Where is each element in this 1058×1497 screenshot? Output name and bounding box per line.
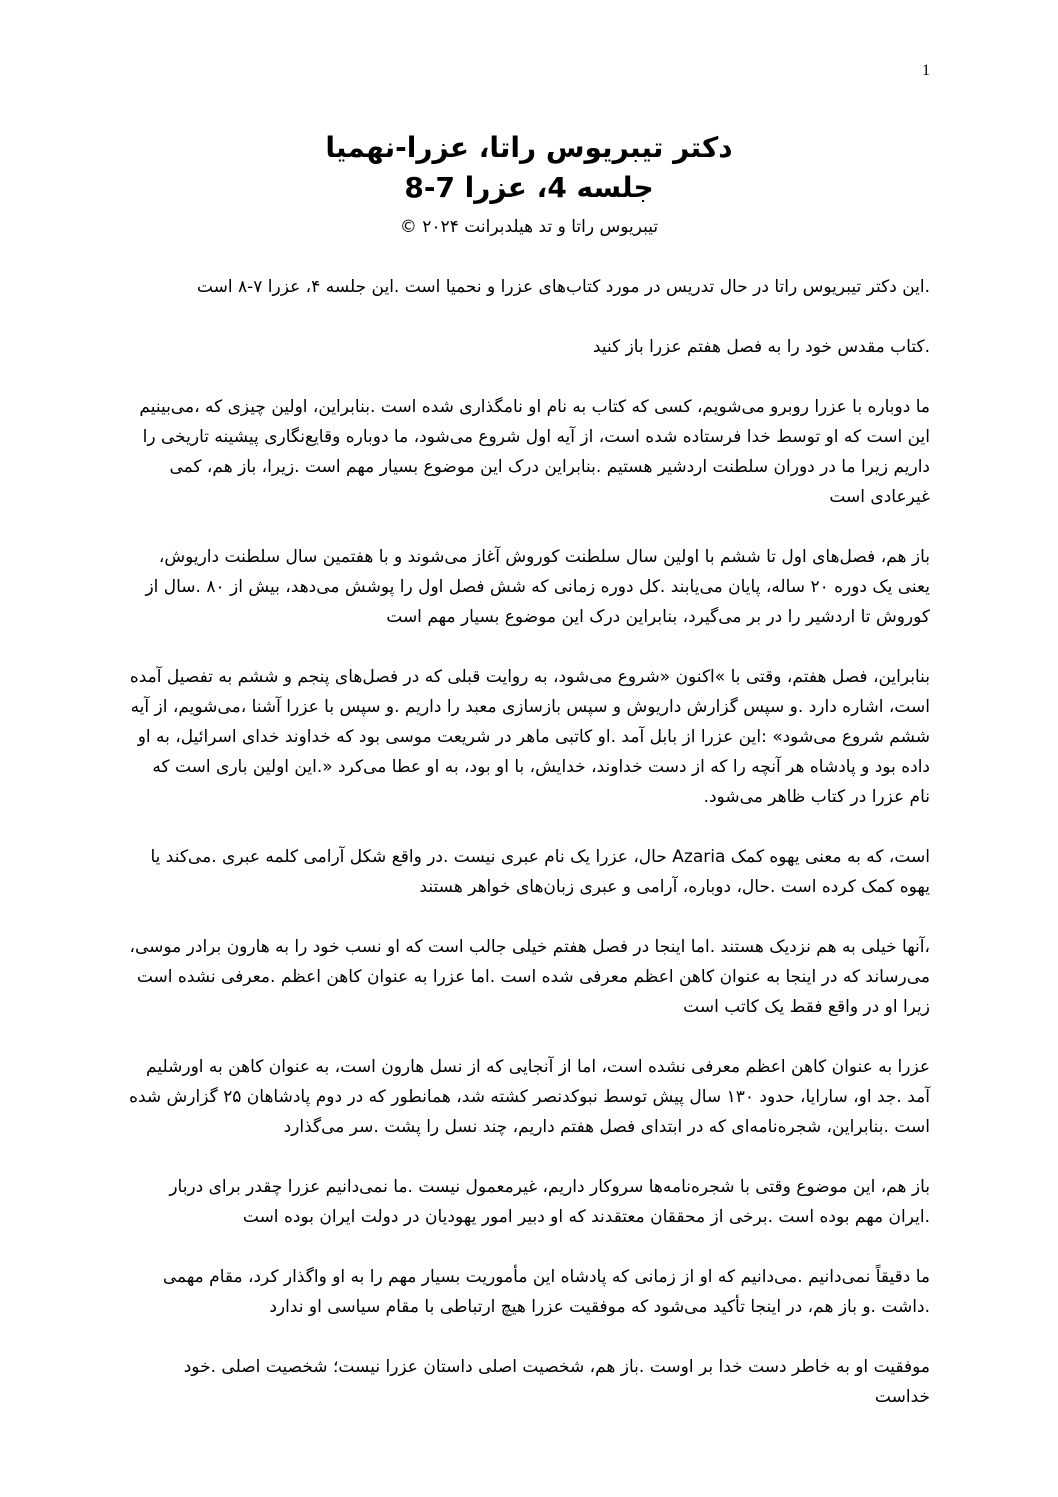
copyright-notice: تیبریوس راتا و تد هیلدبرانت ۲۰۲۴ © bbox=[399, 217, 659, 237]
paragraph-ezra-meet: ما دوباره با عزرا روبرو می‌شویم، کسی که کتاب به نام او نامگذاری شده است .بنابراین، اولین چیزی که ،می‌بینیم این است که او توسط خدا فرستاده شده است، از آیه اول شروع می‌شود، ما دوباره وقایع‌نگاری پیشینه تاریخی را داریم زیرا ما در دوران سلطنت اردشیر هستیم .بنابراین درک این موضوع بسیار مهم است .زیرا، باز هم، کمی غیرعادی است bbox=[139, 397, 930, 507]
paragraph-chapters-one-six: باز هم، فصل‌های اول تا ششم با اولین سال سلطنت کوروش آغاز می‌شوند و با هفتمین سال سلطنت داریوش، یعنی یک دوره ۲۰ ساله، پایان می‌یابند .کل دوره زمانی که شش فصل اول را پوشش می‌دهد، بیش از ۸۰ .سال از کوروش تا اردشیر را در بر می‌گیرد، بنابراین درک این موضوع بسیار مهم است bbox=[145, 547, 930, 627]
paragraph-chapter-seven: بنابراین، فصل هفتم، وقتی با »اکنون «شروع می‌شود، به روایت قبلی که در فصل‌های پنجم و ششم به تفصیل آمده است، اشاره دارد .و سپس گزارش داریوش و سپس بازسازی معبد را داریم .و سپس با عزرا آشنا ،می‌شویم، از آیه ششم شروع می‌شود» :این عزرا از بابل آمد .او کاتبی ماهر در شریعت موسی بود که خداوند خدای اسرائیل، به او داده بود و پادشاه هر آنچه را که از دست خداوند، خدایش، با او بود، به او عطا می‌کرد «.این اولین باری است که نام عزرا در کتاب ظاهر می‌شود. bbox=[129, 667, 930, 807]
document-body bbox=[128, 272, 930, 1442]
paragraph-hand-of-god: موفقیت او به خاطر دست خدا بر اوست .باز هم، شخصیت اصلی داستان عزرا نیست؛ شخصیت اصلی .خود خداست bbox=[183, 1357, 930, 1407]
document-subtitle: جلسه 4، عزرا 7-8 bbox=[404, 171, 654, 204]
page-number: 1 bbox=[922, 62, 930, 79]
paragraph-high-priest: عزرا به عنوان کاهن اعظم معرفی نشده است، اما از آنجایی که از نسل هارون است، به عنوان کاهن به اورشلیم آمد .جد او، سارایا، حدود ۱۳۰ سال پیش توسط نبوکدنصر کشته شد، همانطور که در دوم پادشاهان ۲۵ گزارش شده است .بنابراین، شجره‌نامه‌ای که در ابتدای فصل هفتم داریم، چند نسل را پشت .سر می‌گذارد bbox=[129, 1057, 930, 1137]
paragraph-mission: ما دقیقاً نمی‌دانیم .می‌دانیم که او از زمانی که پادشاه این مأموریت بسیار مهم را به او واگذار کرد، مقام مهمی .داشت .و باز هم، در اینجا تأکید می‌شود که موفقیت عزرا هیچ ارتباطی با مقام سیاسی او ندارد bbox=[162, 1267, 930, 1317]
paragraph-intro: .این دکتر تیبریوس راتا در حال تدریس در مورد کتاب‌های عزرا و نحمیا است .این جلسه ۴، عزرا ۷-۸ است bbox=[196, 277, 930, 297]
document-title: دکتر تیبریوس راتا، عزرا-نهمیا bbox=[325, 131, 733, 164]
paragraph-lineage: ،آنها خیلی به هم نزدیک هستند .اما اینجا در فصل هفتم خیلی جالب است که او نسب خود را به هارون برادر موسی، می‌رساند که در اینجا به عنوان کاهن اعظم معرفی شده است .اما عزرا به عنوان کاهن اعظم .معرفی نشده است زیرا او در واقع فقط یک کاتب است bbox=[129, 937, 930, 1017]
paragraph-genealogies: باز هم، این موضوع وقتی با شجره‌نامه‌ها سروکار داریم، غیرمعمول نیست .ما نمی‌دانیم عزرا چقدر برای دربار .ایران مهم بوده است .برخی از محققان معتقدند که او دبیر امور یهودیان در دولت ایران بوده است bbox=[169, 1177, 930, 1227]
paragraph-name-meaning: است، که به معنی یهوه کمک Azaria حال، عزرا یک نام عبری نیست .در واقع شکل آرامی کلمه عبری .می‌کند یا یهوه کمک کرده است .حال، دوباره، آرامی و عبری زبان‌های خواهر هستند bbox=[150, 847, 930, 897]
paragraph-open-bible: .کتاب مقدس خود را به فصل هفتم عزرا باز کنید bbox=[592, 337, 930, 357]
title-block bbox=[128, 128, 930, 242]
